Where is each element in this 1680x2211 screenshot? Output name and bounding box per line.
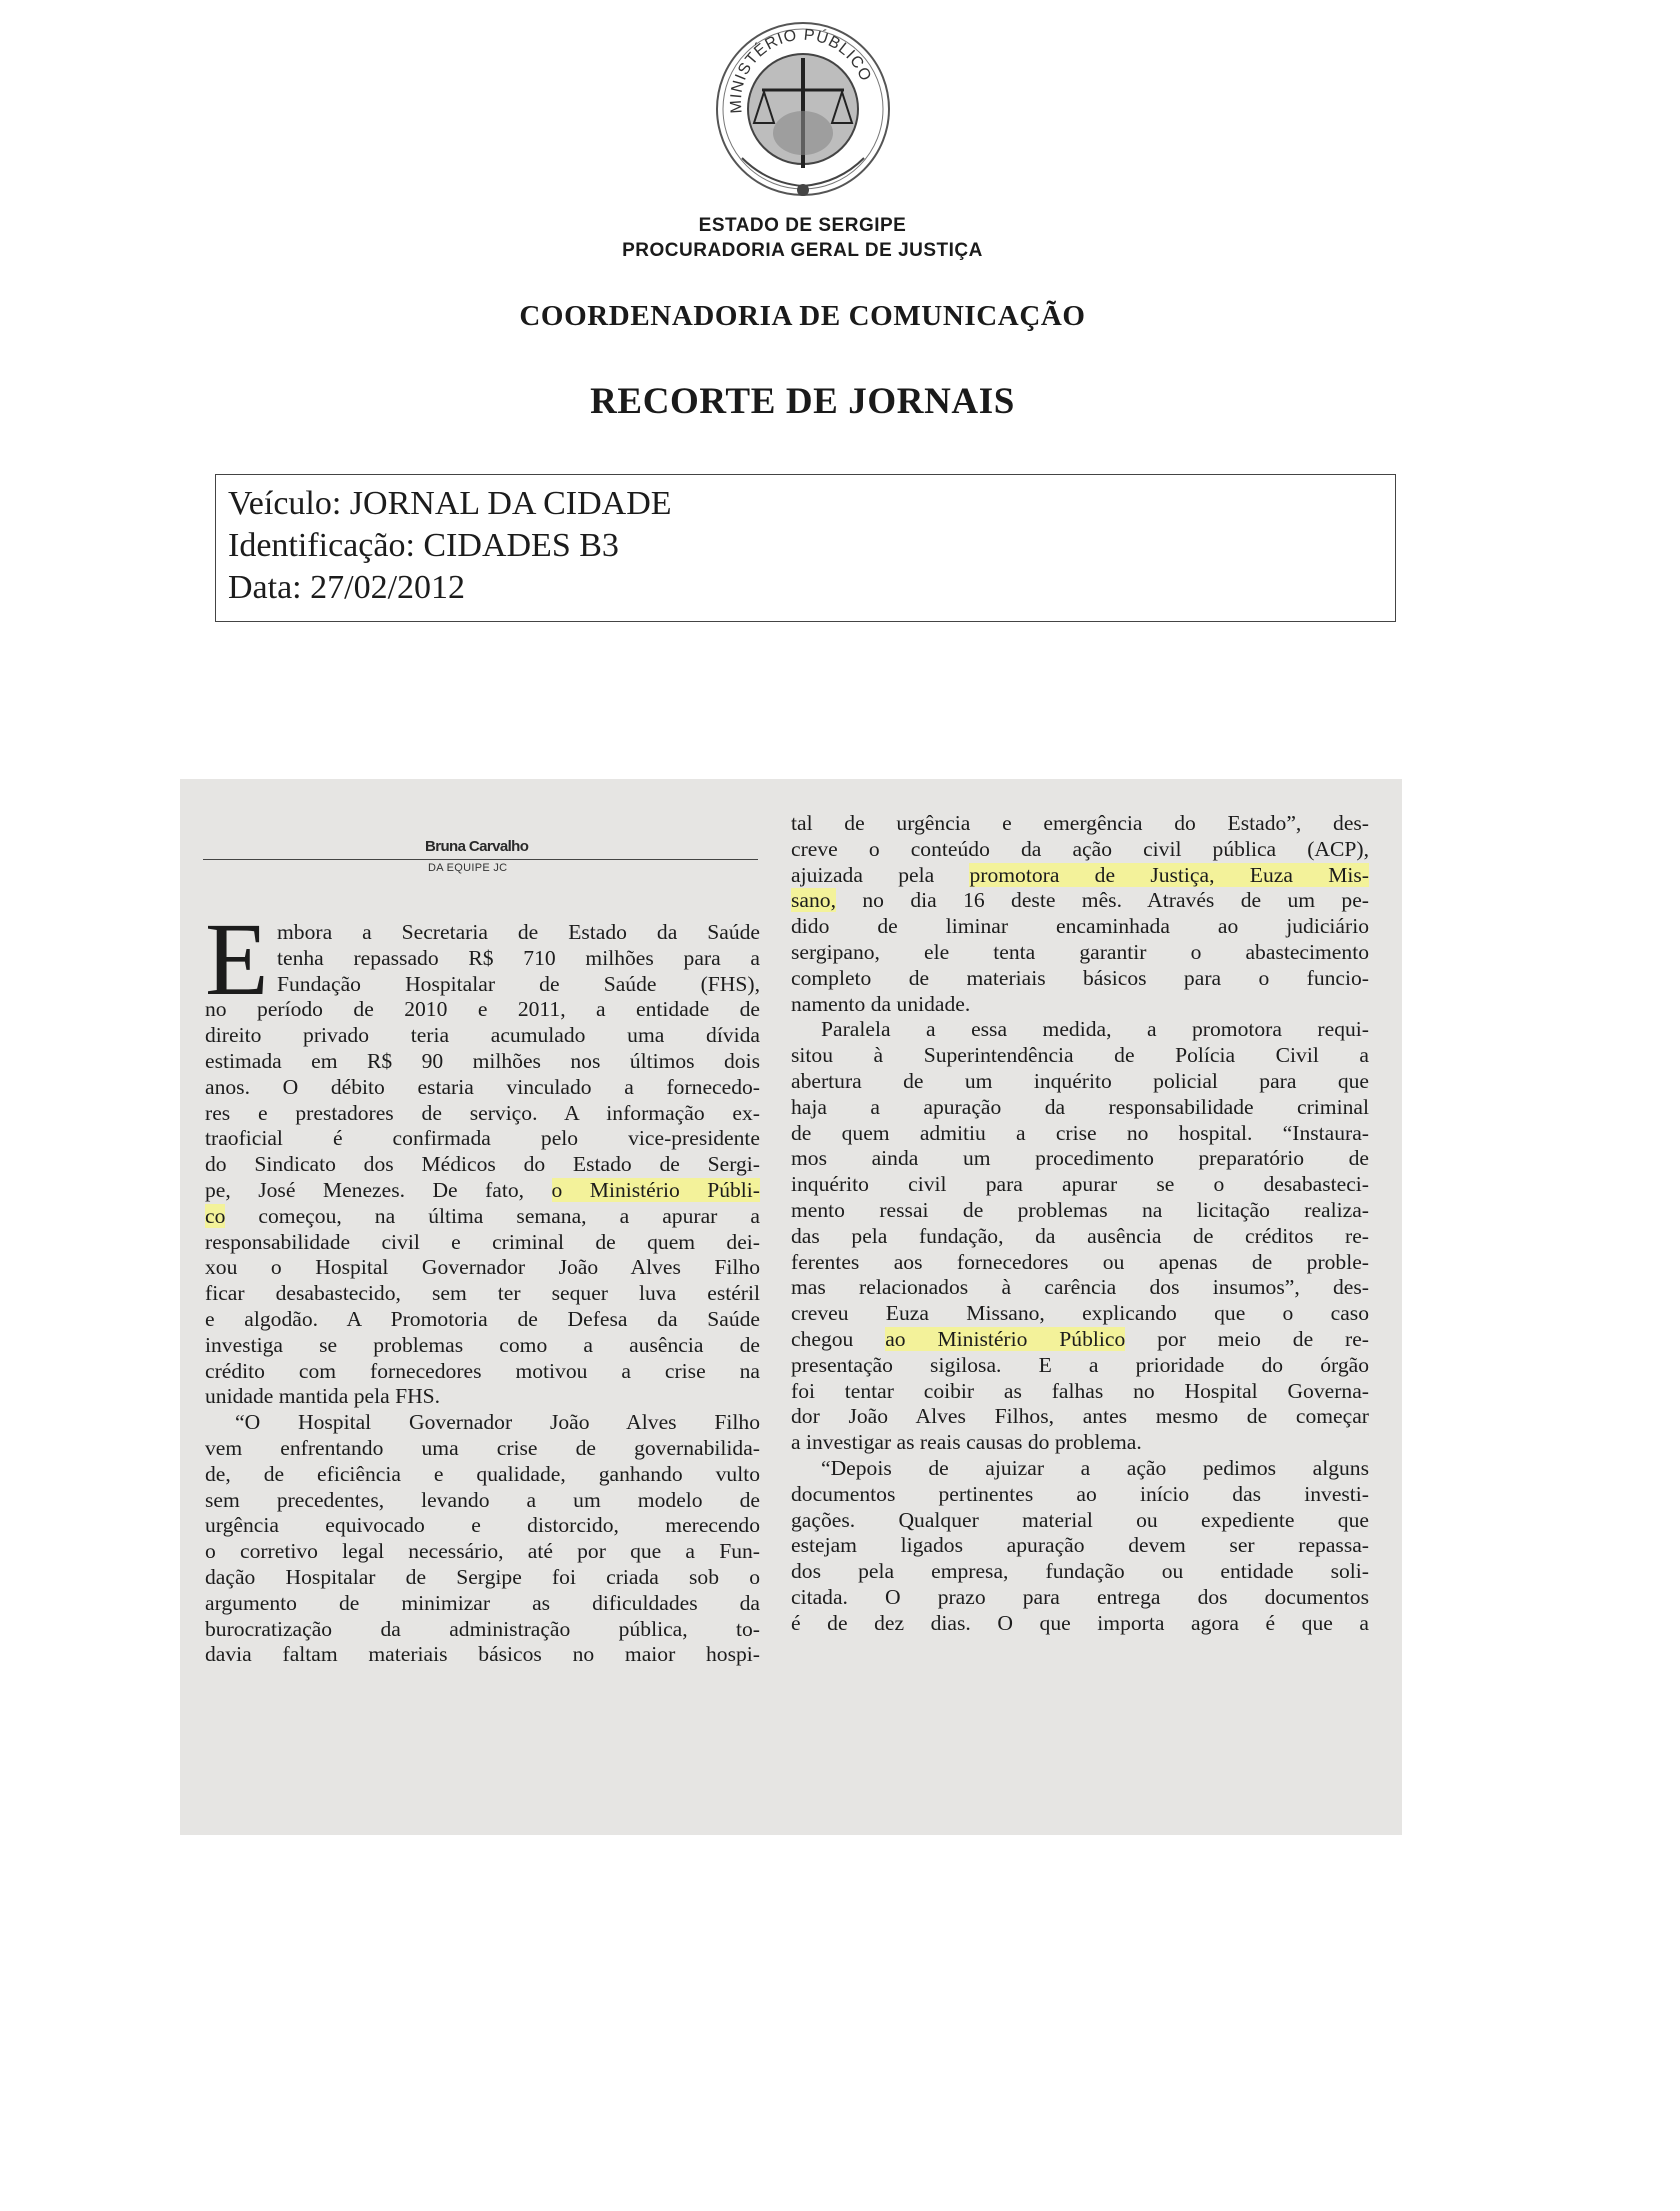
text-line: sergipano, ele tenta garantir o abastecimento: [791, 939, 1369, 964]
text-line: de, de eficiência e qualidade, ganhando vulto: [205, 1461, 760, 1486]
seal-text: MINISTÉRIO PÚBLICO: [727, 26, 875, 115]
highlighted-text: ao Ministério Público: [885, 1326, 1126, 1351]
text-line: investiga se problemas como a ausência de: [205, 1332, 760, 1357]
text-line: dos pela empresa, fundação ou entidade soli-: [791, 1559, 1369, 1584]
text-line: das pela fundação, da ausência de créditos re-: [791, 1223, 1369, 1248]
text-line: traoficial é confirmada pelo vice-presidente: [205, 1126, 760, 1151]
highlighted-text: promotora de Justiça, Euza Mis-: [969, 862, 1369, 887]
text-line: [791, 1327, 1369, 1353]
text-segment: começou, na última semana, a apurar a: [225, 1203, 760, 1228]
info-veiculo: Veículo: JORNAL DA CIDADE: [228, 485, 672, 522]
article-column-left: [205, 920, 760, 1668]
text-line: de quem admitiu a crise no hospital. “Instaura-: [791, 1120, 1369, 1145]
text-line: “O Hospital Governador João Alves Filho: [235, 1410, 760, 1435]
text-line: ficar desabastecido, sem ter sequer luva estéril: [205, 1281, 760, 1306]
text-line: “Depois de ajuizar a ação pedimos alguns: [821, 1455, 1369, 1480]
text-line: [205, 1204, 760, 1230]
highlighted-text: co: [205, 1203, 226, 1228]
text-line: dação Hospitalar de Sergipe foi criada sob o: [205, 1564, 760, 1589]
text-line: ferentes aos fornecedores ou apenas de proble-: [791, 1249, 1369, 1274]
text-segment: pe, José Menezes. De fato,: [205, 1177, 552, 1202]
info-identificacao: Identificação: CIDADES B3: [228, 527, 619, 564]
text-line: mos ainda um procedimento preparatório de: [791, 1146, 1369, 1171]
text-line: é de dez dias. O que importa agora é que a: [791, 1610, 1369, 1635]
text-line: tenha repassado R$ 710 milhões para a: [277, 945, 760, 970]
text-line: documentos pertinentes ao início das investi-: [791, 1481, 1369, 1506]
state-name: ESTADO DE SERGIPE: [698, 215, 907, 236]
text-line: crédito com fornecedores motivou a crise na: [205, 1358, 760, 1383]
text-line: dor João Alves Filhos, antes mesmo de começar: [791, 1404, 1369, 1429]
byline-divider: [203, 859, 758, 860]
text-line: urgência equivocado e distorcido, merecendo: [205, 1513, 760, 1538]
article-author: Bruna Carvalho: [425, 838, 529, 855]
text-line: do Sindicato dos Médicos do Estado de Sergi-: [205, 1152, 760, 1177]
text-line: inquérito civil para apurar se o desabasteci-: [791, 1172, 1369, 1197]
text-segment: no dia 16 deste mês. Através de um pe-: [835, 888, 1369, 913]
page-title: RECORTE DE JORNAIS: [590, 381, 1015, 422]
text-line: [205, 1178, 760, 1204]
text-line: unidade mantida pela FHS.: [205, 1384, 441, 1409]
text-line: creveu Euza Missano, explicando que o caso: [791, 1301, 1369, 1326]
text-line: anos. O débito estaria vinculado a fornecedo-: [205, 1074, 760, 1099]
text-line: namento da unidade.: [791, 991, 971, 1016]
text-line: gações. Qualquer material ou expediente que: [791, 1507, 1369, 1532]
text-line: responsabilidade civil e criminal de quem dei-: [205, 1229, 760, 1254]
text-line: presentação sigilosa. E a prioridade do órgão: [791, 1352, 1369, 1377]
info-data: Data: 27/02/2012: [228, 569, 466, 606]
text-line: estejam ligados apuração devem ser repassa-: [791, 1533, 1369, 1558]
text-line: xou o Hospital Governador João Alves Filho: [205, 1255, 760, 1280]
text-line: foi tentar coibir as falhas no Hospital Governa-: [791, 1378, 1369, 1403]
text-line: creve o conteúdo da ação civil pública (ACP),: [791, 836, 1369, 861]
article-column-right: [791, 811, 1369, 1637]
text-line: completo de materiais básicos para o funcio-: [791, 965, 1369, 990]
drop-cap: E: [205, 902, 269, 1017]
text-line: haja a apuração da responsabilidade criminal: [791, 1094, 1369, 1119]
newspaper-clipping: [180, 779, 1402, 1835]
highlighted-text: sano,: [791, 888, 836, 913]
text-segment: ajuizada pela: [791, 862, 970, 887]
text-line: mbora a Secretaria de Estado da Saúde: [277, 920, 760, 944]
text-line: davia faltam materiais básicos no maior hospi-: [205, 1642, 760, 1667]
department-title: COORDENADORIA DE COMUNICAÇÃO: [519, 300, 1086, 332]
text-line: a investigar as reais causas do problema.: [791, 1430, 1142, 1455]
text-line: [791, 888, 1369, 914]
article-team: DA EQUIPE JC: [428, 862, 508, 874]
text-line: burocratização da administração pública, to-: [205, 1616, 760, 1641]
text-line: abertura de um inquérito policial para que: [791, 1068, 1369, 1093]
text-line: dido de liminar encaminhada ao judiciário: [791, 914, 1369, 939]
text-line: o corretivo legal necessário, até por que a Fun-: [205, 1539, 760, 1564]
highlighted-text: o Ministério Públi-: [551, 1177, 760, 1202]
text-line: mento ressai de problemas na licitação realiza-: [791, 1197, 1369, 1222]
ministerio-publico-seal-icon: [712, 18, 894, 200]
text-line: mas relacionados à carência dos insumos”, des-: [791, 1275, 1369, 1300]
text-line: sitou à Superintendência de Polícia Civil a: [791, 1043, 1369, 1068]
text-segment: por meio de re-: [1125, 1326, 1369, 1351]
text-line: argumento de minimizar as dificuldades da: [205, 1590, 760, 1615]
agency-name: PROCURADORIA GERAL DE JUSTIÇA: [622, 240, 983, 261]
text-line: citada. O prazo para entrega dos documentos: [791, 1584, 1369, 1609]
text-line: Fundação Hospitalar de Saúde (FHS),: [277, 971, 760, 996]
text-line: Paralela a essa medida, a promotora requi-: [821, 1017, 1369, 1042]
info-box: [215, 474, 1396, 622]
text-line: no período de 2010 e 2011, a entidade de: [205, 997, 760, 1022]
text-line: estimada em R$ 90 milhões nos últimos dois: [205, 1048, 760, 1073]
text-line: e algodão. A Promotoria de Defesa da Saúde: [205, 1306, 760, 1331]
text-line: [791, 863, 1369, 889]
text-line: direito privado teria acumulado uma dívida: [205, 1023, 760, 1048]
text-line: tal de urgência e emergência do Estado”, des-: [791, 811, 1369, 835]
text-line: vem enfrentando uma crise de governabilida-: [205, 1435, 760, 1460]
text-segment: chegou: [791, 1326, 886, 1351]
text-line: res e prestadores de serviço. A informação ex-: [205, 1100, 760, 1125]
text-line: sem precedentes, levando a um modelo de: [205, 1487, 760, 1512]
